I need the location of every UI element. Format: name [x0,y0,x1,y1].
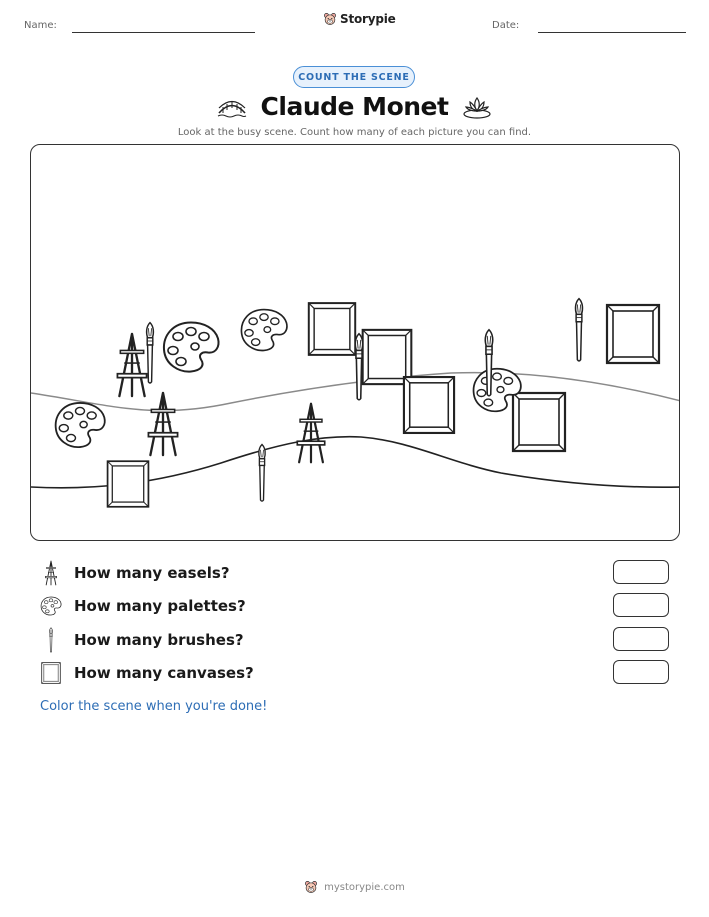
question-easels [40,558,680,588]
brush-icon [575,299,582,361]
question-canvases [40,658,680,688]
name-label: Name: [24,20,57,31]
question-text: How many brushes? [74,631,244,649]
activity-badge: COUNT THE SCENE [293,66,415,88]
color-instruction: Color the scene when you're done! [40,699,268,714]
canvas-icon [40,660,62,686]
easels-answer-box[interactable] [613,560,669,584]
bridge-icon [217,96,247,118]
question-text: How many palettes? [74,597,246,615]
easel-icon [148,393,177,455]
brush-icon [355,334,362,400]
brand-logo [323,12,396,26]
bear-logo-icon [323,12,337,26]
canvas-icon [404,377,454,433]
palette-icon [40,593,62,619]
brush-icon [485,330,492,396]
water-lily-icon [462,94,492,120]
canvas-icon [108,461,149,507]
instructions: Look at the busy scene. Count how many of each picture you can find. [177,127,532,138]
brush-icon [40,627,62,653]
bear-logo-icon [304,880,318,894]
page-title: Claude Monet [260,92,449,121]
easel-icon [40,560,62,586]
palette-icon [164,323,219,372]
palette-icon [56,403,105,447]
date-label: Date: [492,20,520,31]
canvas-icon [513,393,565,451]
scene-drawing [31,145,680,541]
brush-icon [259,445,265,502]
easel-icon [297,404,324,463]
question-text: How many easels? [74,564,230,582]
count-scene [30,144,680,541]
palettes-answer-box[interactable] [613,593,669,617]
canvas-icon [607,305,659,363]
brush-icon [147,323,154,383]
name-line[interactable] [72,32,255,33]
brand-name: Storypie [340,12,396,26]
title-row [0,92,709,121]
footer-url[interactable]: mystorypie.com [324,881,405,893]
palette-icon [241,310,286,351]
question-brushes [40,625,680,655]
canvas-icon [309,303,355,355]
canvases-answer-box[interactable] [613,660,669,684]
date-line[interactable] [538,32,686,33]
footer [0,880,709,894]
question-palettes [40,591,680,621]
brushes-answer-box[interactable] [613,627,669,651]
easel-icon [117,334,146,396]
question-text: How many canvases? [74,664,254,682]
